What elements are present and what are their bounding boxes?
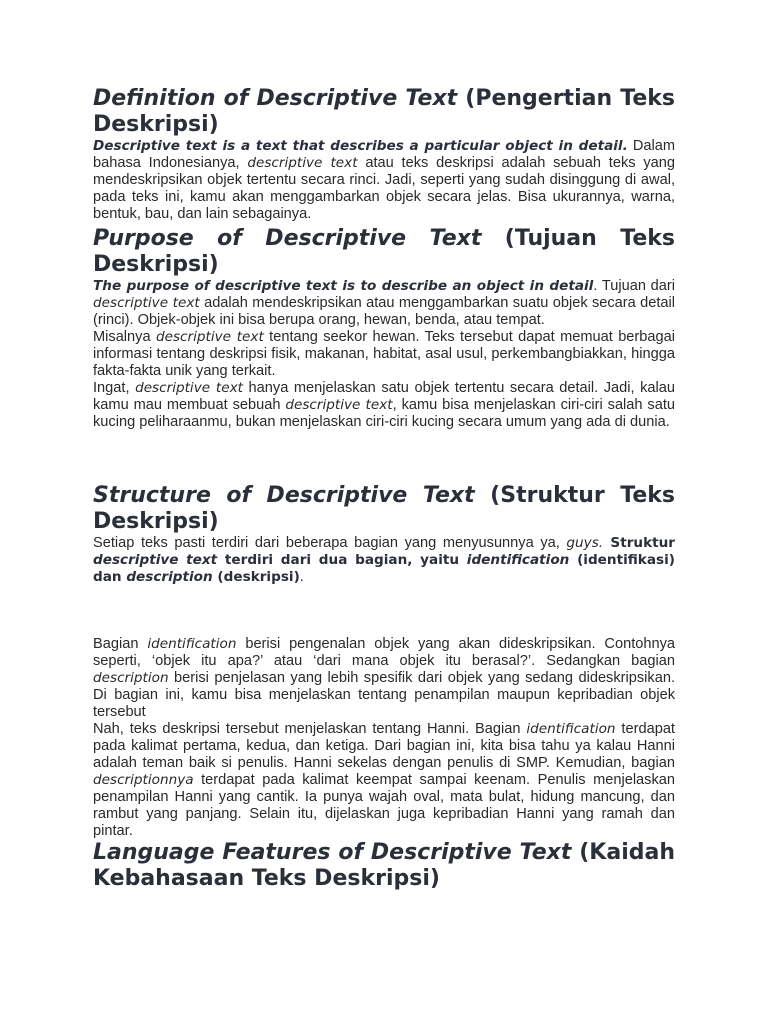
italic-term: descriptive text [135,380,243,396]
text-run: berisi penjelasan yang lebih spesifik dari objek yang sedang dideskripsikan. Di bagian ini, kamu bisa menjelaskan tentang penampilan maupun kepribadian objek tersebut [93,670,675,720]
heading-structure [93,483,675,535]
text-run: Setiap teks pasti terdiri dari beberapa bagian yang menyusunnya ya, [93,535,567,551]
heading-structure-id: (Struktur Teks Deskripsi) [93,483,675,534]
purpose-lead: The purpose of descriptive text is to describe an object in detail [93,278,594,294]
purpose-paragraph-3 [93,380,675,431]
document-page [93,86,675,892]
text-run: Misalnya [93,329,156,345]
text-run: Tujuan dari [597,278,675,294]
structure-paragraph-2 [93,636,675,721]
text-run: , kamu bisa menjelaskan ciri-ciri salah satu kucing peliharaanmu, bukan menjelaskan ciri-ciri kucing secara umum yang ada di dunia. [93,397,675,430]
text-run: (deskripsi) [212,569,300,585]
definition-lead: Descriptive text is a text that describes a particular object in detail. [93,138,628,154]
heading-structure-en: Structure of Descriptive Text [93,483,475,508]
heading-purpose-en: Purpose of Descriptive Text [93,226,482,251]
heading-purpose-id: (Tujuan Teks Deskripsi) [93,226,675,277]
text-run: (identifikasi) dan [93,552,675,585]
italic-term: descriptive text [155,329,264,345]
text-run: terdapat pada kalimat keempat sampai keenam. Penulis menjelaskan penampilan Hanni yang cantik. Ia punya wajah oval, mata bulat, hidung mancung, dan rambut yang panjang. Selain itu, dijelaskan juga kepribadian Hanni yang ramah dan pintar. [93,772,675,839]
italic-term: identification [147,636,237,652]
italic-term: descriptive text [93,295,200,311]
heading-language-features-en: Language Features of Descriptive Text [93,840,572,865]
text-run: . [593,278,598,294]
definition-paragraph [93,138,675,223]
purpose-paragraph-1 [93,278,675,329]
structure-paragraph-3 [93,721,675,840]
text-run: Dalam bahasa Indonesianya, [93,138,675,171]
italic-term: descriptive text [285,397,393,413]
text-run: Nah, teks deskripsi tersebut menjelaskan tentang Hanni. Bagian [93,721,527,737]
heading-definition-en: Definition of Descriptive Text [93,86,458,111]
structure-paragraph-1 [93,535,675,586]
heading-definition-id: (Pengertian Teks Deskripsi) [93,86,675,137]
text-run: Struktur [603,535,675,551]
purpose-paragraph-2 [93,329,675,380]
text-run: berisi pengenalan objek yang akan dideskripsikan. Contohnya seperti, ‘objek itu apa?’ atau ‘dari mana objek itu berasal?’. Sedangkan bagian [93,636,676,669]
heading-purpose [93,226,675,278]
text-run: Ingat, [93,380,136,396]
text-run: hanya menjelaskan satu objek tertentu secara detail. Jadi, kalau kamu mau membuat sebuah [93,380,675,413]
italic-term: description [126,569,213,585]
text-run: . [299,569,304,585]
heading-definition [93,86,675,138]
italic-term: descriptive text [93,552,218,568]
italic-term: descriptionnya [93,772,194,788]
italic-term: descriptive text [247,155,358,171]
text-run: tentang seekor hewan. Teks tersebut dapat memuat berbagai informasi tentang deskripsi fisik, makanan, habitat, asal usul, perkembangbiakkan, hingga fakta-fakta unik yang terkait. [93,329,675,379]
text-run: terdiri dari dua bagian, yaitu [217,552,467,568]
italic-term: identification [526,721,616,737]
text-run: atau teks deskripsi adalah sebuah teks yang mendeskripsikan objek tertentu secara rinci. Jadi, seperti yang sudah disinggung di awal, pada teks ini, kamu akan menggambarkan objek secara jelas. Bisa ukurannya, warna, bentuk, bau, dan lain sebagainya. [93,155,676,222]
text-run: adalah mendeskripsikan atau menggambarkan suatu objek secara detail (rinci). Objek-objek ini bisa berupa orang, hewan, benda, atau tempat. [93,295,675,328]
text-run: terdapat pada kalimat pertama, kedua, dan ketiga. Dari bagian ini, kita bisa tahu ya kalau Hanni adalah teman baik si penulis. Hanni sekelas dengan penulis di SMP. Kemudian, bagian [93,721,675,771]
italic-term: description [93,670,169,686]
text-run: Bagian [93,636,148,652]
italic-term: identification [466,552,570,568]
heading-language-features [93,840,675,892]
heading-language-features-id: (Kaidah Kebahasaan Teks Deskripsi) [93,840,675,891]
italic-term: guys. [566,535,604,551]
